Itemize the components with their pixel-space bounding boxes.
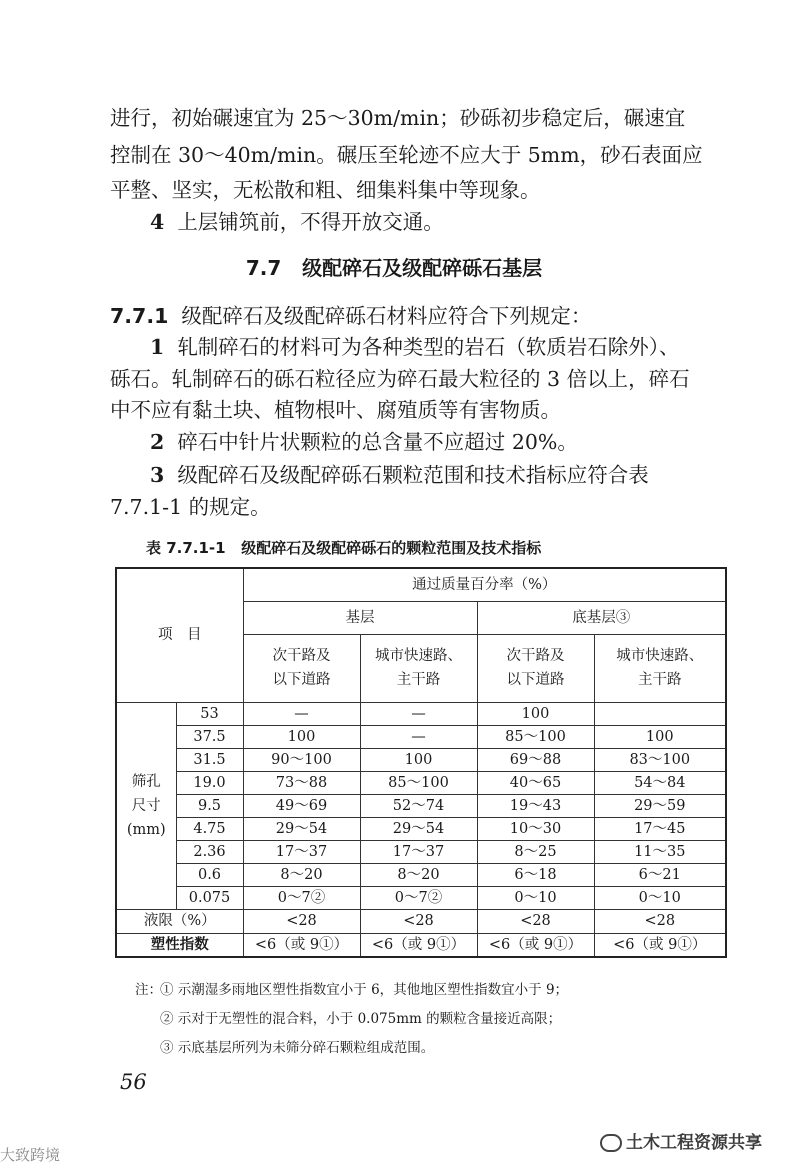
item-text: 上层铺筑前，不得开放交通。 [177, 210, 444, 234]
note-2: ② 示对于无塑性的混合料，小于 0.075mm 的颗粒含量接近高限； [160, 1011, 562, 1027]
table-cell: 85～100 [477, 725, 594, 748]
plasticity-label: 塑性指数 [116, 933, 243, 957]
list-item-4 [150, 206, 770, 238]
table-cell: 100 [360, 748, 477, 771]
table-cell: <28 [477, 909, 594, 933]
table-cell: 19～43 [477, 794, 594, 817]
table-cell: 29～59 [594, 794, 726, 817]
table-cell: 17～45 [594, 817, 726, 840]
header-line: 以下道路 [272, 672, 331, 688]
table-row [116, 702, 726, 725]
item-number: 3 [150, 463, 165, 487]
table-cell: 90～100 [243, 748, 360, 771]
gradation-table [115, 567, 727, 958]
table-caption-text: 级配碎石及级配碎砾石的颗粒范围及技术指标 [241, 539, 542, 557]
table-row [116, 933, 726, 957]
table-cell: 100 [477, 702, 594, 725]
table-cell: 53 [176, 702, 243, 725]
table-cell: — [243, 702, 360, 725]
table-cell: 100 [243, 725, 360, 748]
note-1: ① 示潮湿多雨地区塑性指数宜小于 6，其他地区塑性指数宜小于 9； [160, 982, 569, 998]
table-cell: 49～69 [243, 794, 360, 817]
item-number: 1 [150, 335, 165, 359]
table-cell: <6（或 9①） [243, 933, 360, 957]
table-row [116, 817, 726, 840]
item-text: 碎石中针片状颗粒的总含量不应超过 20%。 [177, 430, 578, 454]
table-cell: 6～21 [594, 863, 726, 886]
liquid-limit-label: 液限（%） [116, 909, 243, 933]
pass-header: 通过质量百分率（%） [243, 568, 726, 601]
header-line: 次干路及 [506, 648, 565, 664]
table-cell: 29～54 [360, 817, 477, 840]
note-3: ③ 示底基层所列为未筛分碎石颗粒组成范围。 [160, 1040, 435, 1056]
item-text: 轧制碎石的材料可为各种类型的岩石（软质岩石除外）、 [177, 335, 680, 359]
list-item-3 [150, 459, 770, 491]
table-cell: — [360, 725, 477, 748]
section-title: 级配碎石及级配碎砾石基层 [302, 256, 543, 280]
item-number: 2 [150, 430, 165, 454]
table-cell: 6～18 [477, 863, 594, 886]
paragraph-line: 进行，初始碾速宜为 25～30m/min；砂砾初步稳定后，碾速宜 [110, 106, 686, 130]
table-cell: 37.5 [176, 725, 243, 748]
page-number: 56 [120, 1070, 147, 1094]
table-cell: 0～7② [243, 886, 360, 909]
table-cell: 83～100 [594, 748, 726, 771]
base-header: 基层 [243, 601, 477, 634]
clause-number: 7.7.1 [110, 304, 169, 328]
subbase-header: 底基层③ [477, 601, 726, 634]
table-caption [146, 537, 541, 558]
table-cell: 17～37 [243, 840, 360, 863]
table-cell [594, 702, 726, 725]
project-header: 项 目 [116, 568, 243, 702]
table-cell: 0～10 [477, 886, 594, 909]
table-caption-number: 表 7.7.1-1 [146, 539, 226, 557]
table-cell: 0.075 [176, 886, 243, 909]
table-cell: 8～25 [477, 840, 594, 863]
table-cell: 29～54 [243, 817, 360, 840]
watermark-text: 土木工程资源共享 [626, 1133, 762, 1153]
column-header [360, 634, 477, 702]
table-cell: 69～88 [477, 748, 594, 771]
section-heading [0, 252, 788, 281]
table-row [116, 840, 726, 863]
table-cell: 19.0 [176, 771, 243, 794]
table-cell: 2.36 [176, 840, 243, 863]
paragraph-line: 平整、坚实，无松散和粗、细集料集中等现象。 [110, 178, 541, 202]
table-cell: 8～20 [360, 863, 477, 886]
table-cell: <6（或 9①） [477, 933, 594, 957]
header-line: 城市快速路、 [616, 648, 704, 664]
column-header [477, 634, 594, 702]
table-cell: 10～30 [477, 817, 594, 840]
note-prefix: 注： [135, 982, 162, 998]
table-cell: <6（或 9①） [594, 933, 726, 957]
header-line: 次干路及 [272, 648, 331, 664]
table-cell: 31.5 [176, 748, 243, 771]
table-cell: 52～74 [360, 794, 477, 817]
clause-line [110, 300, 730, 332]
table-cell: 17～37 [360, 840, 477, 863]
table-row [116, 863, 726, 886]
wechat-icon [600, 1134, 622, 1152]
header-line: 城市快速路、 [375, 648, 462, 664]
item-text: 级配碎石及级配碎砾石颗粒范围和技术指标应符合表 [177, 463, 649, 487]
table-cell: 0～10 [594, 886, 726, 909]
section-number: 7.7 [245, 256, 282, 280]
table-cell: 54～84 [594, 771, 726, 794]
paragraph-line: 砾石。轧制碎石的砾石粒径应为碎石最大粒径的 3 倍以上，碎石 [110, 367, 690, 391]
sieve-label-line: (mm) [126, 821, 166, 838]
sieve-label-line: 筛孔 [131, 773, 161, 790]
table-cell: <6（或 9①） [360, 933, 477, 957]
table-cell: <28 [594, 909, 726, 933]
table-cell: 8～20 [243, 863, 360, 886]
sieve-label [116, 702, 176, 909]
table-cell: 100 [594, 725, 726, 748]
list-item-1 [150, 331, 770, 363]
table-cell: 0.6 [176, 863, 243, 886]
table-cell: <28 [243, 909, 360, 933]
table-cell: — [360, 702, 477, 725]
sieve-label-line: 尺寸 [131, 797, 161, 814]
table-row [116, 771, 726, 794]
paragraph-line: 控制在 30～40m/min。碾压至轮迹不应大于 5mm，砂石表面应 [110, 143, 703, 167]
clause-text: 级配碎石及级配碎砾石材料应符合下列规定： [181, 304, 592, 328]
column-header [594, 634, 726, 702]
table-cell: 40～65 [477, 771, 594, 794]
table-row [116, 748, 726, 771]
table-cell: <28 [360, 909, 477, 933]
item-number: 4 [150, 210, 165, 234]
table-row [116, 725, 726, 748]
watermark-left [0, 1144, 60, 1165]
table-cell: 85～100 [360, 771, 477, 794]
column-header [243, 634, 360, 702]
table-cell: 0～7② [360, 886, 477, 909]
header-line: 主干路 [638, 672, 682, 688]
watermark-left-text: 大致跨境 [0, 1146, 61, 1164]
table-cell: 73～88 [243, 771, 360, 794]
watermark [600, 1128, 762, 1153]
paragraph-line: 7.7.1-1 的规定。 [110, 495, 271, 519]
paragraph-line: 中不应有黏土块、植物根叶、腐殖质等有害物质。 [110, 398, 561, 422]
table-cell: 4.75 [176, 817, 243, 840]
header-line: 主干路 [396, 672, 441, 688]
table-cell: 9.5 [176, 794, 243, 817]
table-row [116, 886, 726, 909]
table-cell: 11～35 [594, 840, 726, 863]
list-item-2 [150, 426, 770, 458]
header-line: 以下道路 [506, 672, 565, 688]
table-row [116, 909, 726, 933]
table-row [116, 794, 726, 817]
